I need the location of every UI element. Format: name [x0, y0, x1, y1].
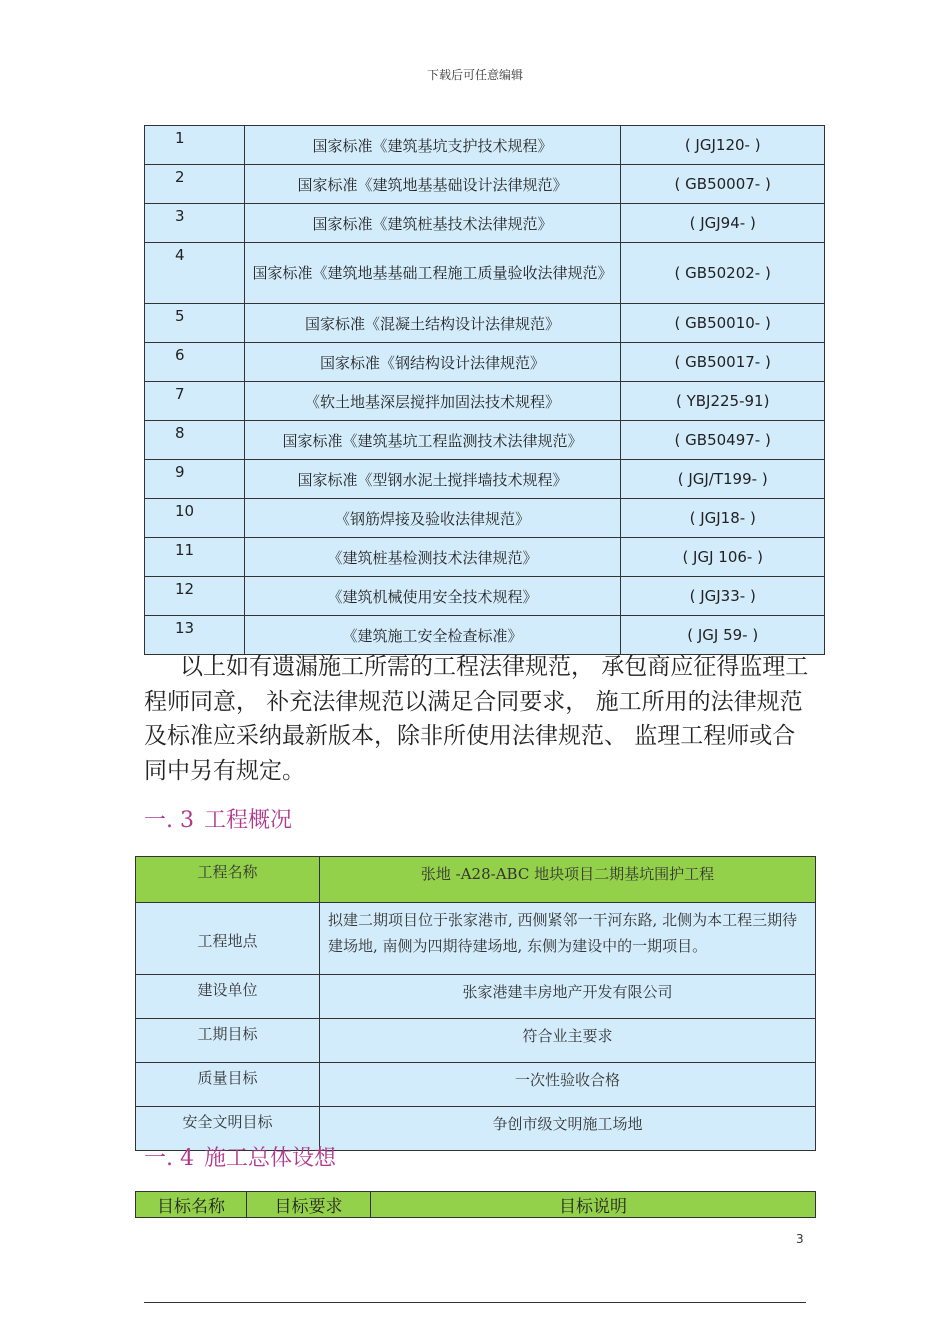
overview-row-builder [136, 975, 816, 1019]
standard-name: 国家标准《钢结构设计法律规范》 [244, 343, 621, 382]
standard-code: ( JGJ/T199- ) [621, 460, 825, 499]
standard-code: ( YBJ225-91) [621, 382, 825, 421]
overview-label: 安全文明目标 [136, 1107, 320, 1151]
section-title-overview [144, 803, 292, 834]
goal-table-header-row [136, 1192, 816, 1218]
footer-rule [144, 1302, 806, 1303]
standards-row [145, 243, 825, 304]
standard-code: ( GB50497- ) [621, 421, 825, 460]
standard-name: 《钢筋焊接及验收法律规范》 [244, 499, 621, 538]
standards-note-paragraph [144, 650, 814, 788]
overview-label: 工期目标 [136, 1019, 320, 1063]
overview-value: 拟建二期项目位于张家港市, 西侧紧邻一干河东路, 北侧为本工程三期待建场地, 南侧为四期待建场地, 东侧为建设中的一期项目。 [320, 903, 816, 975]
overview-row-quality [136, 1063, 816, 1107]
header-note: 下载后可任意编辑 [426, 68, 523, 82]
standard-name: 国家标准《建筑桩基技术法律规范》 [244, 204, 621, 243]
standard-name: 国家标准《建筑地基基础设计法律规范》 [244, 165, 621, 204]
section-number: 一. 3 [144, 808, 194, 833]
standard-code: ( JGJ94- ) [621, 204, 825, 243]
standard-code: ( GB50007- ) [621, 165, 825, 204]
overview-label: 质量目标 [136, 1063, 320, 1107]
standard-name: 《建筑桩基检测技术法律规范》 [244, 538, 621, 577]
standard-name: 国家标准《建筑基坑工程监测技术法律规范》 [244, 421, 621, 460]
standard-number: 11 [145, 538, 245, 577]
standard-code: ( GB50017- ) [621, 343, 825, 382]
overview-value: 一次性验收合格 [320, 1063, 816, 1107]
standards-row [145, 165, 825, 204]
standards-table-body [145, 126, 825, 655]
section-title-general-concept [144, 1141, 336, 1172]
standard-number: 1 [145, 126, 245, 165]
standards-row [145, 460, 825, 499]
standard-number: 13 [145, 616, 245, 655]
standard-name: 国家标准《建筑基坑支护技术规程》 [244, 126, 621, 165]
standards-row [145, 343, 825, 382]
standard-number: 8 [145, 421, 245, 460]
standard-code: ( JGJ33- ) [621, 577, 825, 616]
standard-code: ( GB50202- ) [621, 243, 825, 304]
standard-name: 《软土地基深层搅拌加固法技术规程》 [244, 382, 621, 421]
standard-code: ( JGJ 59- ) [621, 616, 825, 655]
standard-number: 2 [145, 165, 245, 204]
standard-number: 12 [145, 577, 245, 616]
overview-value: 张家港建丰房地产开发有限公司 [320, 975, 816, 1019]
standard-code: ( JGJ120- ) [621, 126, 825, 165]
overview-label: 工程名称 [136, 857, 320, 903]
standard-name: 《建筑机械使用安全技术规程》 [244, 577, 621, 616]
standard-name: 国家标准《混凝土结构设计法律规范》 [244, 304, 621, 343]
standard-code: ( GB50010- ) [621, 304, 825, 343]
standards-row [145, 421, 825, 460]
overview-row-location [136, 903, 816, 975]
section-number: 一. 4 [144, 1146, 194, 1171]
goal-table [135, 1191, 816, 1218]
standards-table [144, 125, 825, 655]
standards-row [145, 382, 825, 421]
standard-number: 4 [145, 243, 245, 304]
overview-value: 符合业主要求 [320, 1019, 816, 1063]
standard-number: 10 [145, 499, 245, 538]
overview-value: 张地 -A28-ABC 地块项目二期基坑围护工程 [320, 857, 816, 903]
page-number: 3 [796, 1232, 804, 1246]
overview-label: 工程地点 [136, 903, 320, 975]
overview-label: 建设单位 [136, 975, 320, 1019]
standard-name: 国家标准《型钢水泥土搅拌墙技术规程》 [244, 460, 621, 499]
section-heading: 工程概况 [203, 808, 292, 833]
goal-col-description: 目标说明 [371, 1192, 816, 1218]
standard-number: 7 [145, 382, 245, 421]
standards-row [145, 499, 825, 538]
standards-row [145, 204, 825, 243]
project-overview-table [135, 856, 816, 1151]
standards-row [145, 538, 825, 577]
standard-number: 6 [145, 343, 245, 382]
overview-row-project-name [136, 857, 816, 903]
goal-col-name: 目标名称 [136, 1192, 247, 1218]
standards-row [145, 126, 825, 165]
section-heading: 施工总体设想 [203, 1146, 336, 1171]
paragraph-text: 以上如有遗漏施工所需的工程法律规范， 承包商应征得监理工程师同意， 补充法律规范以满足合同要求， 施工所用的法律规范及标准应采纳最新版本，除非所使用法律规范、 监理工程师或合同中另有规定。 [144, 654, 809, 784]
overview-value: 争创市级文明施工场地 [320, 1107, 816, 1151]
standards-row [145, 577, 825, 616]
standard-number: 5 [145, 304, 245, 343]
standard-code: ( JGJ18- ) [621, 499, 825, 538]
goal-col-requirement: 目标要求 [247, 1192, 371, 1218]
standard-number: 3 [145, 204, 245, 243]
standard-number: 9 [145, 460, 245, 499]
standards-row [145, 616, 825, 655]
standard-code: ( JGJ 106- ) [621, 538, 825, 577]
standard-name: 国家标准《建筑地基基础工程施工质量验收法律规范》 [244, 243, 621, 304]
standards-row [145, 304, 825, 343]
overview-row-schedule [136, 1019, 816, 1063]
standard-name: 《建筑施工安全检查标准》 [244, 616, 621, 655]
